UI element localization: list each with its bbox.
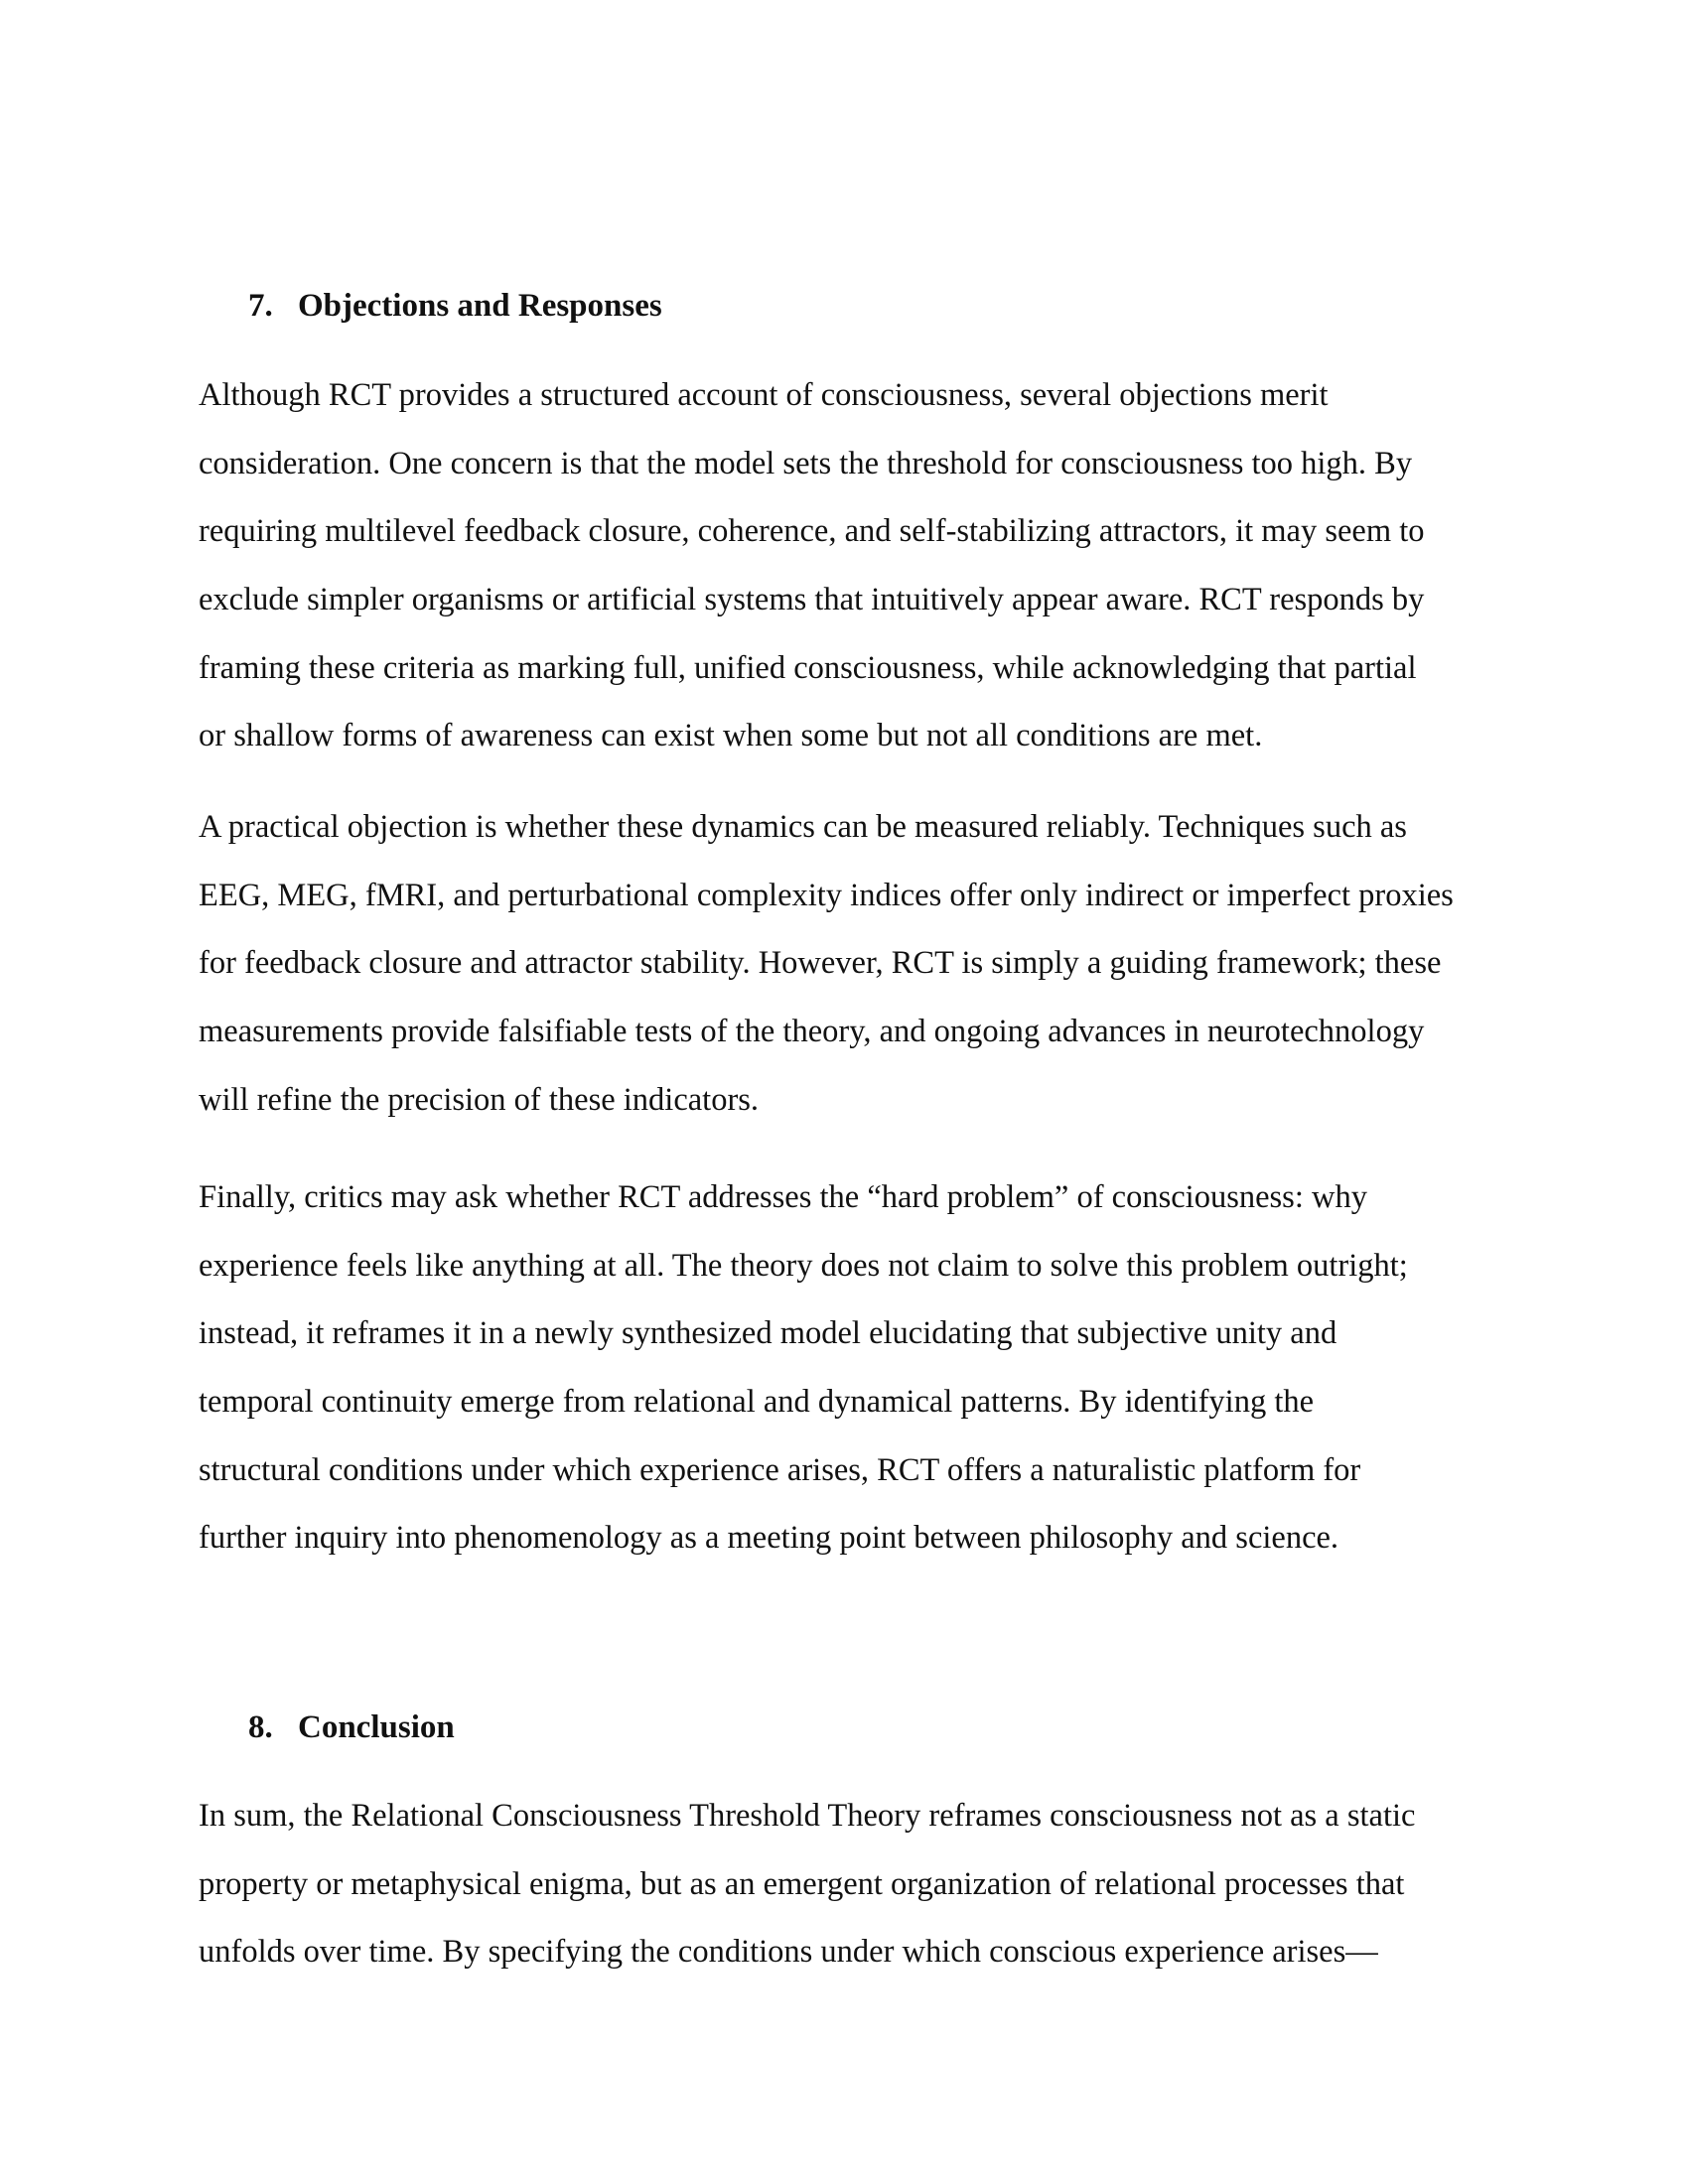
text-line: In sum, the Relational Consciousness Threshold Theory reframes consciousness not as a static [199,1798,1416,1834]
text-line: will refine the precision of these indicators. [199,1081,760,1118]
text-line: exclude simpler organisms or artificial systems that intuitively appear aware. RCT responds by [199,582,1425,618]
text-line: requiring multilevel feedback closure, coherence, and self-stabilizing attractors, it may seem to [199,513,1425,550]
text-line: temporal continuity emerge from relational and dynamical patterns. By identifying the [199,1384,1315,1421]
text-line: framing these criteria as marking full, unified consciousness, while acknowledging that partial [199,649,1417,686]
text-line: for feedback closure and attractor stability. However, RCT is simply a guiding framework; these [199,945,1442,982]
section-title: Conclusion [298,1709,455,1745]
text-line: further inquiry into phenomenology as a meeting point between philosophy and science. [199,1520,1339,1557]
paragraph-objection-threshold [199,361,1425,770]
text-line: or shallow forms of awareness can exist when some but not all conditions are met. [199,718,1263,754]
section-heading-conclusion [248,1707,455,1747]
text-line: instead, it reframes it in a newly synthesized model elucidating that subjective unity and [199,1315,1337,1352]
text-line: structural conditions under which experience arises, RCT offers a naturalistic platform for [199,1451,1361,1488]
section-number: 8. [248,1709,273,1745]
text-line: property or metaphysical enigma, but as an emergent organization of relational processes that [199,1865,1405,1902]
paragraph-objection-measurement [199,793,1454,1134]
section-heading-objections [248,286,662,326]
text-line: EEG, MEG, fMRI, and perturbational complexity indices offer only indirect or imperfect proxies [199,877,1454,913]
paragraph-objection-hard-problem [199,1163,1408,1572]
text-line: Finally, critics may ask whether RCT addresses the “hard problem” of consciousness: why [199,1179,1367,1215]
text-line: unfolds over time. By specifying the conditions under which conscious experience arises— [199,1934,1378,1971]
text-line: experience feels like anything at all. The theory does not claim to solve this problem outright; [199,1247,1408,1284]
text-line: measurements provide falsifiable tests of the theory, and ongoing advances in neurotechnology [199,1014,1425,1050]
section-title: Objections and Responses [298,288,662,324]
text-line: A practical objection is whether these dynamics can be measured reliably. Techniques such as [199,809,1407,845]
text-line: consideration. One concern is that the model sets the threshold for consciousness too high. By [199,445,1413,481]
text-line: Although RCT provides a structured account of consciousness, several objections merit [199,377,1329,413]
paragraph-conclusion [199,1782,1415,1986]
section-number: 7. [248,288,273,324]
